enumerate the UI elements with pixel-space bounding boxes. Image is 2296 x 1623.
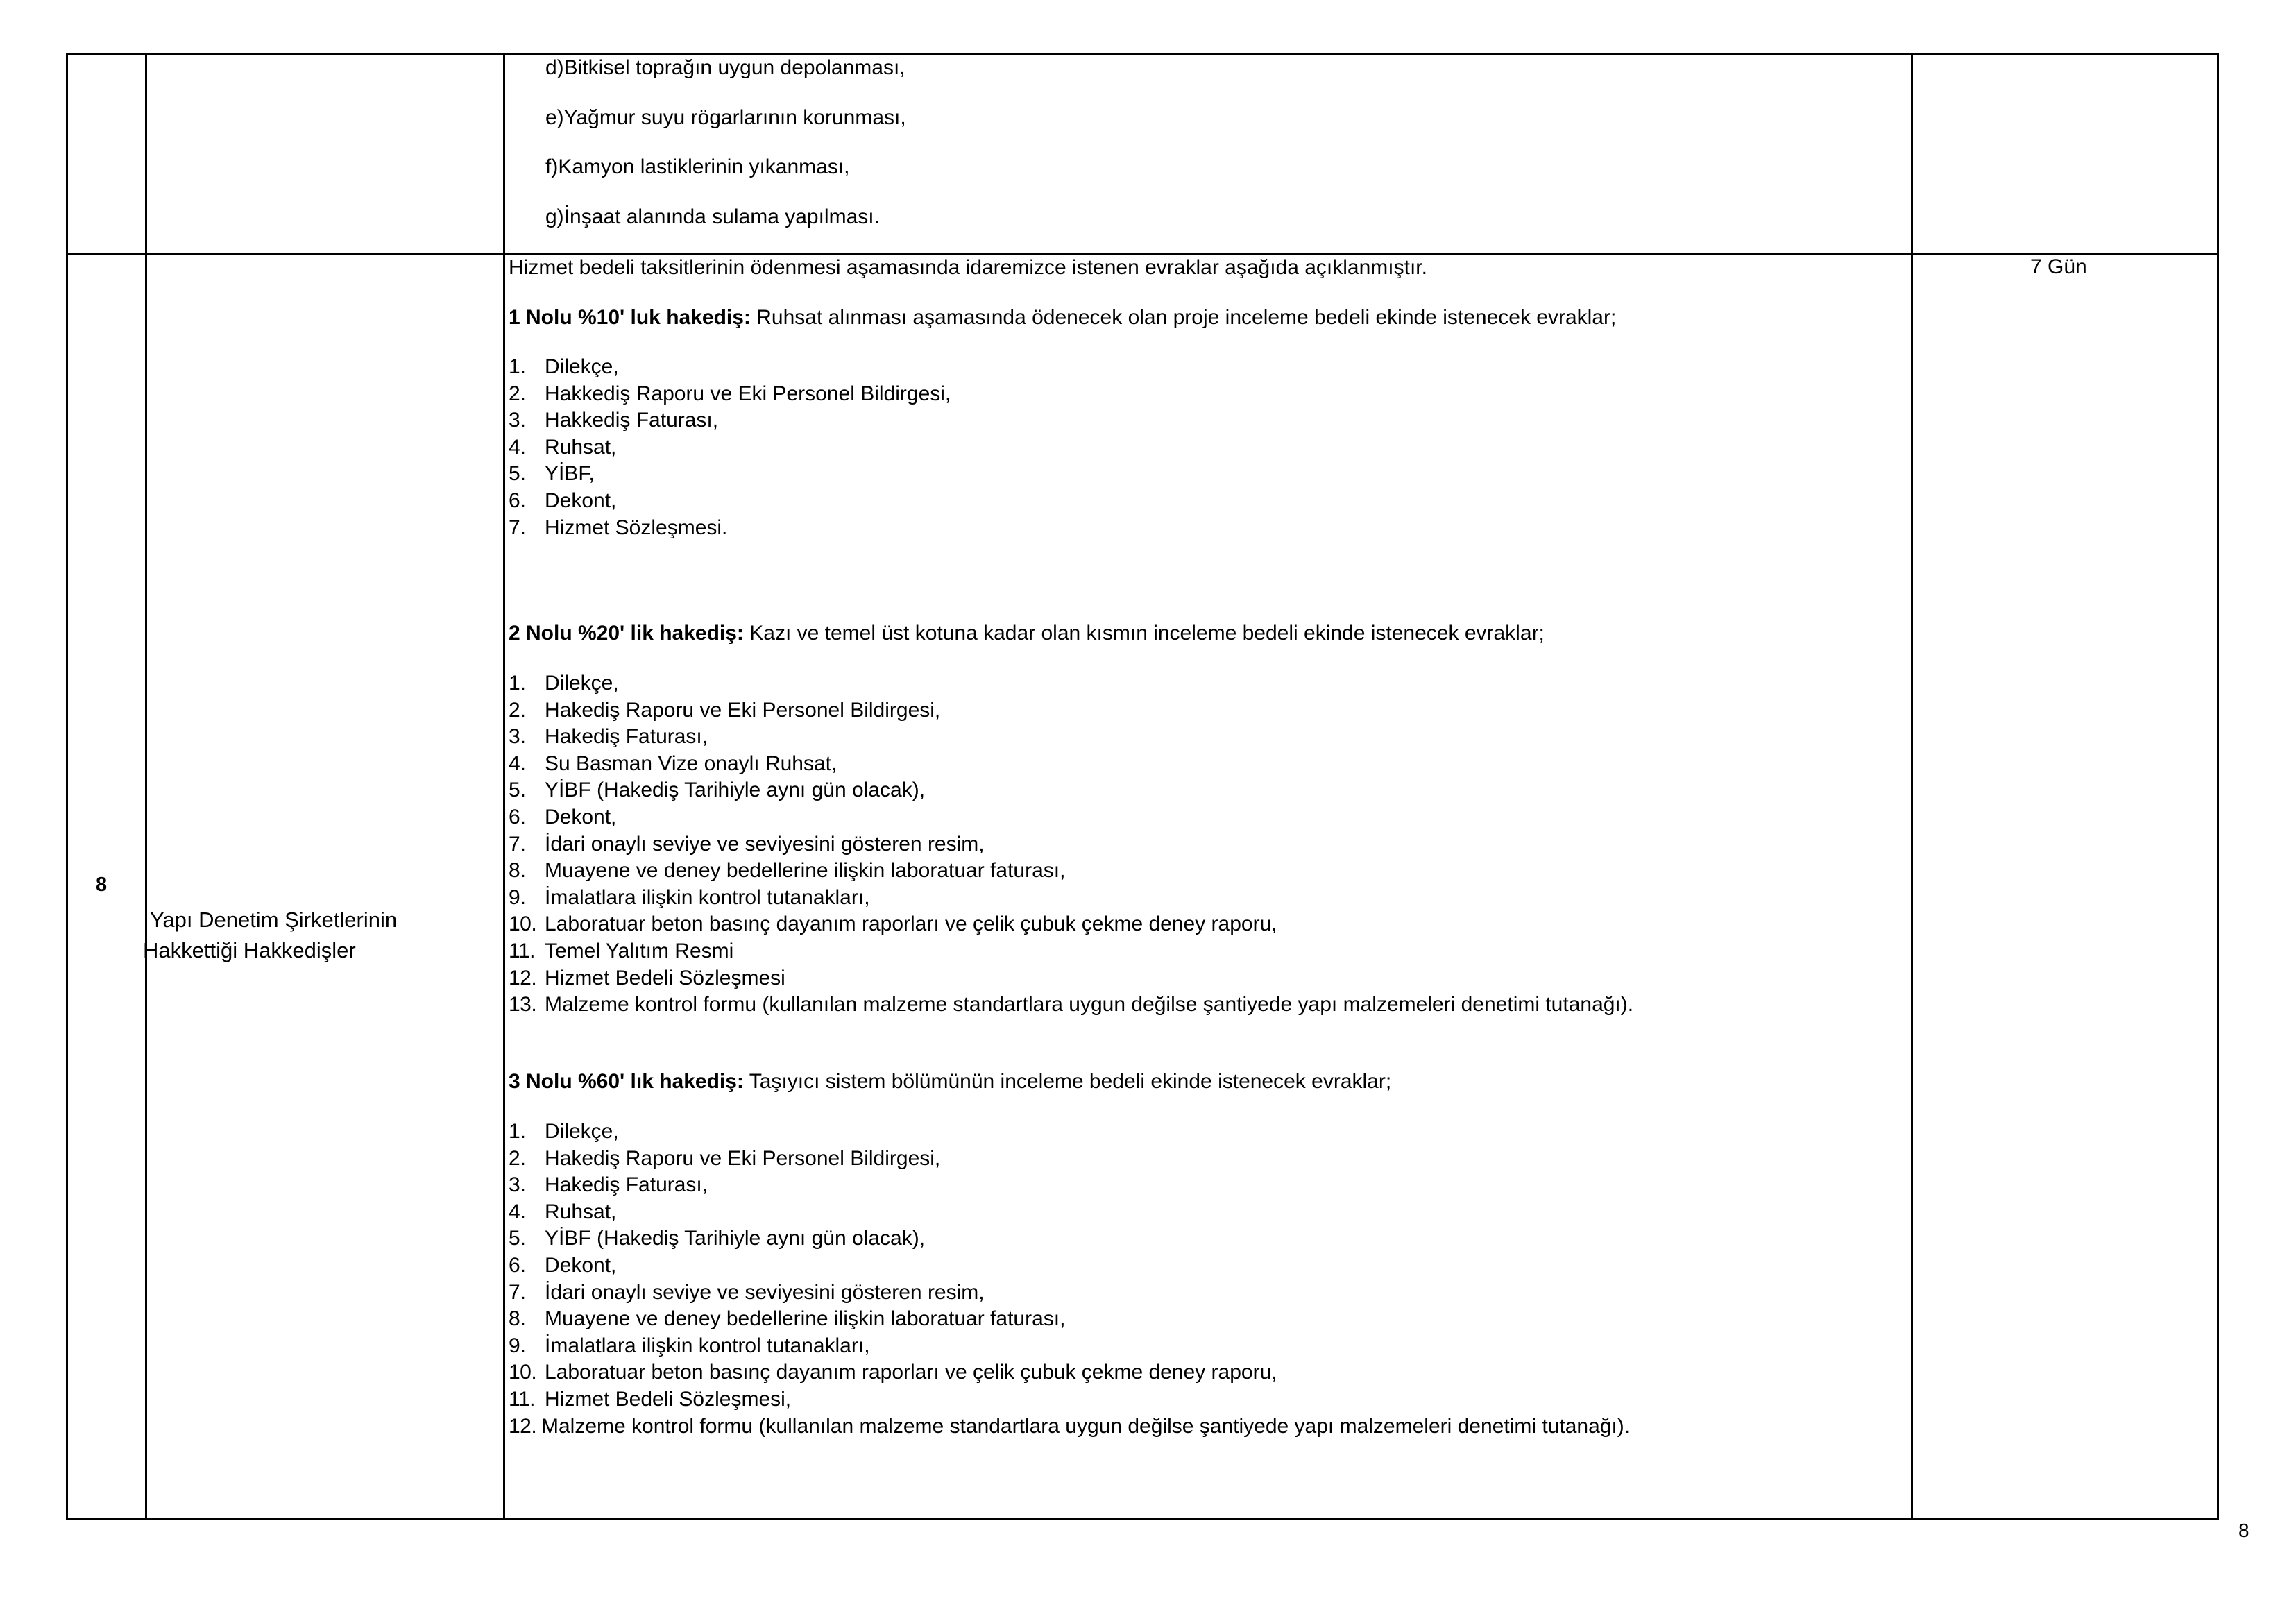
table-top-border bbox=[66, 53, 2219, 55]
continued-line-g: g)İnşaat alanında sulama yapılması. bbox=[545, 205, 880, 228]
list-item: 8. Muayene ve deney bedellerine ilişkin laboratuar faturası, bbox=[509, 1307, 1066, 1331]
continued-line-f: f)Kamyon lastiklerinin yıkanması, bbox=[545, 155, 850, 178]
list-item: 1. Dilekçe, bbox=[509, 672, 619, 695]
column-divider-2 bbox=[503, 53, 505, 1520]
section-3-text: Taşıyıcı sistem bölümünün inceleme bedeli ekinde istenecek evraklar; bbox=[743, 1070, 1392, 1093]
list-item: 2. Hakediş Raporu ve Eki Personel Bildirgesi, bbox=[509, 1146, 941, 1170]
list-item: 9. İmalatlara ilişkin kontrol tutanakları, bbox=[509, 885, 870, 909]
list-item: 4. Ruhsat, bbox=[509, 1200, 617, 1223]
service-title-line2: Hakkettiği Hakkedişler bbox=[143, 938, 356, 962]
duration-value: 7 Gün bbox=[2030, 255, 2087, 278]
list-item: 11. Hizmet Bedeli Sözleşmesi, bbox=[509, 1387, 792, 1411]
requirements-intro: Hizmet bedeli taksitlerinin ödenmesi aşamasında idaremizce istenen evraklar aşağıda açıklanmıştır. bbox=[509, 256, 1427, 279]
list-item: 6. Dekont, bbox=[509, 1253, 617, 1277]
list-item: 1. Dilekçe, bbox=[509, 1120, 619, 1143]
table-left-border bbox=[66, 53, 68, 1520]
list-item: 10. Laboratuar beton basınç dayanım raporları ve çelik çubuk çekme deney raporu, bbox=[509, 1361, 1277, 1384]
row-number: 8 bbox=[96, 874, 108, 896]
list-item: 6. Dekont, bbox=[509, 805, 617, 829]
service-title-line1: Yapı Denetim Şirketlerinin bbox=[150, 908, 398, 932]
section-1-heading: 1 Nolu %10' luk hakediş: bbox=[509, 306, 751, 329]
list-item: 7. Hizmet Sözleşmesi. bbox=[509, 516, 728, 539]
section-1-list bbox=[509, 354, 951, 541]
list-item: 9. İmalatlara ilişkin kontrol tutanakları, bbox=[509, 1334, 870, 1357]
column-divider-1 bbox=[145, 53, 147, 1520]
list-item: 11. Temel Yalıtım Resmi bbox=[509, 939, 734, 962]
list-item: 13. Malzeme kontrol formu (kullanılan malzeme standartlara uygun değilse şantiyede yapı malzemeleri denetimi tutanağı). bbox=[509, 993, 1634, 1017]
section-2-heading-line bbox=[509, 621, 1545, 646]
section-2-list bbox=[509, 670, 1633, 1019]
list-item: 3. Hakediş Faturası, bbox=[509, 725, 708, 749]
list-item: 6. Dekont, bbox=[509, 488, 617, 512]
section-3-heading-line bbox=[509, 1069, 1391, 1094]
list-item: 2. Hakediş Raporu ve Eki Personel Bildirgesi, bbox=[509, 698, 941, 722]
list-item: 8. Muayene ve deney bedellerine ilişkin laboratuar faturası, bbox=[509, 859, 1066, 883]
section-3-list bbox=[509, 1119, 1630, 1440]
section-1-text: Ruhsat alınması aşamasında ödenecek olan proje inceleme bedeli ekinde istenecek evraklar; bbox=[750, 306, 1617, 329]
list-item: 3. Hakediş Faturası, bbox=[509, 1173, 708, 1197]
page-number: 8 bbox=[2238, 1520, 2250, 1541]
list-item: 7. İdari onaylı seviye ve seviyesini gösteren resim, bbox=[509, 1280, 985, 1304]
continued-line-d: d)Bitkisel toprağın uygun depolanması, bbox=[545, 56, 905, 79]
table-bottom-border bbox=[66, 1518, 2219, 1520]
list-item: 1. Dilekçe, bbox=[509, 355, 619, 378]
section-2-heading: 2 Nolu %20' lik hakediş: bbox=[509, 622, 744, 645]
list-item: 4. Su Basman Vize onaylı Ruhsat, bbox=[509, 751, 837, 775]
section-1-heading-line bbox=[509, 305, 1616, 330]
list-item: 5. YİBF (Hakediş Tarihiyle aynı gün olacak), bbox=[509, 1227, 926, 1250]
list-item: 7. İdari onaylı seviye ve seviyesini gösteren resim, bbox=[509, 832, 985, 856]
list-item: 10. Laboratuar beton basınç dayanım raporları ve çelik çubuk çekme deney raporu, bbox=[509, 912, 1277, 936]
list-item: 3. Hakkediş Faturası, bbox=[509, 409, 719, 432]
column-divider-3 bbox=[1911, 53, 1913, 1520]
list-item: 5. YİBF, bbox=[509, 462, 595, 486]
list-item: 12. Malzeme kontrol formu (kullanılan malzeme standartlara uygun değilse şantiyede yapı malzemeleri denetimi tutanağı). bbox=[509, 1414, 1631, 1438]
list-item: 4. Ruhsat, bbox=[509, 435, 617, 459]
section-3-heading: 3 Nolu %60' lık hakediş: bbox=[509, 1070, 744, 1093]
continued-line-e: e)Yağmur suyu rögarlarının korunması, bbox=[545, 106, 906, 129]
list-item: 12. Hizmet Bedeli Sözleşmesi bbox=[509, 966, 785, 989]
list-item: 5. YİBF (Hakediş Tarihiyle aynı gün olacak), bbox=[509, 779, 926, 802]
section-2-text: Kazı ve temel üst kotuna kadar olan kısmın inceleme bedeli ekinde istenecek evraklar; bbox=[743, 622, 1545, 645]
table-right-border bbox=[2217, 53, 2219, 1520]
list-item: 2. Hakkediş Raporu ve Eki Personel Bildirgesi, bbox=[509, 382, 951, 405]
